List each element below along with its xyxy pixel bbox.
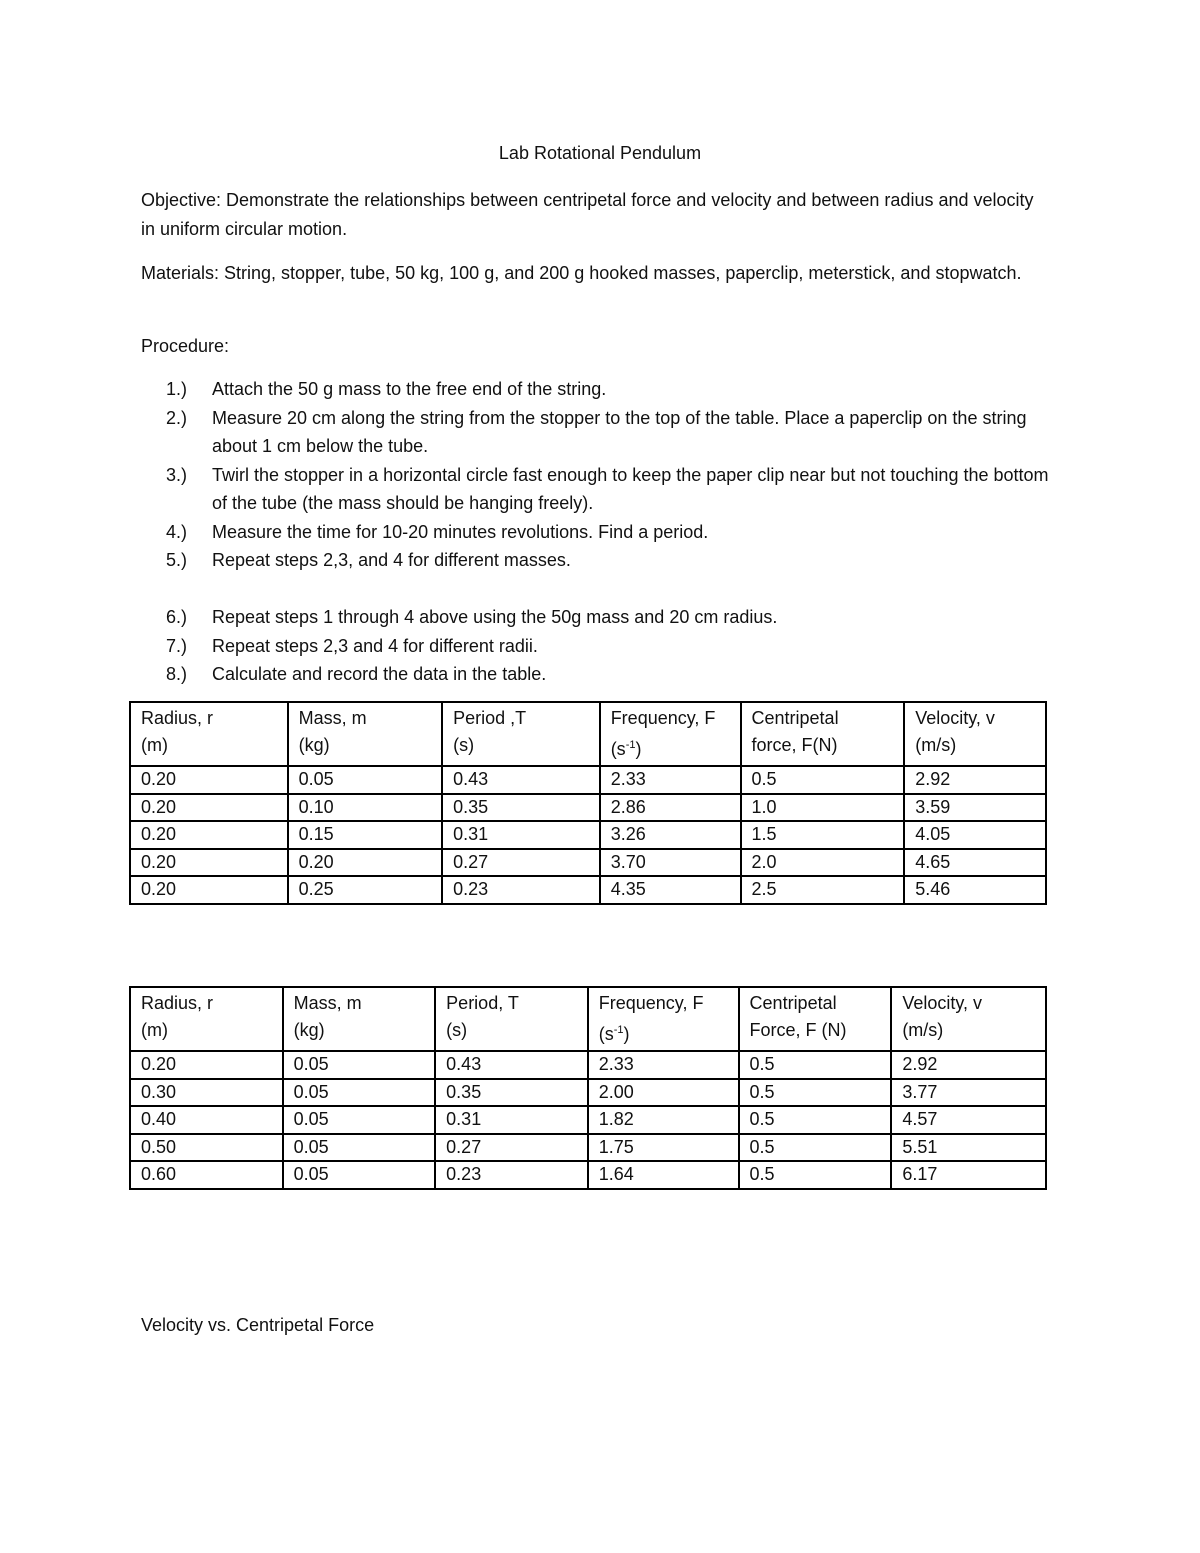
header-cell: [904, 702, 1046, 766]
table-cell: 0.05: [283, 1051, 436, 1079]
step-number: 7.): [166, 635, 188, 656]
table-cell: 0.15: [288, 821, 443, 849]
table-cell: 2.33: [600, 766, 741, 794]
table-row: [130, 1079, 1046, 1107]
procedure-steps-part-1: [166, 375, 1056, 575]
header-superscript: -1: [625, 739, 636, 751]
table-row: [130, 821, 1046, 849]
table-cell: 5.51: [891, 1134, 1046, 1162]
page-title: Lab Rotational Pendulum: [498, 143, 702, 163]
table-cell: 0.05: [283, 1079, 436, 1107]
table-cell: 0.35: [442, 794, 600, 822]
header-line-2: (m/s): [915, 735, 957, 755]
header-line-2: (s): [453, 735, 475, 755]
table-cell: 1.82: [588, 1106, 739, 1134]
header-line-2: (m): [141, 735, 168, 755]
table-row: [130, 766, 1046, 794]
header-cell: [588, 987, 739, 1051]
table-cell: 0.05: [283, 1106, 436, 1134]
table-cell: 0.60: [130, 1161, 283, 1189]
step-number: 2.): [166, 407, 188, 428]
table-cell: 0.31: [442, 821, 600, 849]
header-line-2: (s): [446, 1020, 468, 1040]
table-cell: 0.23: [442, 876, 600, 904]
table-cell: 0.05: [283, 1161, 436, 1189]
step-text: Calculate and record the data in the table.: [212, 664, 547, 684]
table-cell: 2.86: [600, 794, 741, 822]
table-cell: 1.75: [588, 1134, 739, 1162]
table-cell: 3.59: [904, 794, 1046, 822]
step-text: Repeat steps 2,3, and 4 for different masses.: [212, 550, 571, 570]
step-text: Repeat steps 1 through 4 above using the 50g mass and 20 cm radius.: [212, 607, 778, 627]
table-cell: 0.05: [288, 766, 443, 794]
table-cell: 0.5: [739, 1051, 892, 1079]
table-cell: 0.50: [130, 1134, 283, 1162]
header-cell: [283, 987, 436, 1051]
header-line-2: (kg): [293, 1020, 325, 1040]
materials-paragraph: Materials: String, stopper, tube, 50 kg, 100 g, and 200 g hooked masses, paperclip, meterstick, and stopwatch.: [141, 263, 1022, 283]
table-cell: 3.26: [600, 821, 741, 849]
header-line-2: Force, F (N): [749, 1020, 847, 1040]
header-line-1: Centripetal: [749, 993, 837, 1013]
table-cell: 0.20: [130, 1051, 283, 1079]
data-table-radius: [129, 986, 1047, 1190]
table-header-row: [130, 987, 1046, 1051]
step-number: 4.): [166, 521, 188, 542]
procedure-step: [166, 603, 1056, 632]
table-cell: 2.33: [588, 1051, 739, 1079]
table-cell: 0.43: [442, 766, 600, 794]
header-line-2: (m): [141, 1020, 168, 1040]
header-cell: [891, 987, 1046, 1051]
table-cell: 3.77: [891, 1079, 1046, 1107]
header-line-2: (s: [610, 739, 626, 759]
table-cell: 0.20: [130, 794, 288, 822]
procedure-heading: Procedure:: [141, 336, 230, 356]
header-line-2: (m/s): [902, 1020, 944, 1040]
table-cell: 0.31: [435, 1106, 588, 1134]
header-line-1: Velocity, v: [915, 708, 995, 728]
table-cell: 0.5: [741, 766, 905, 794]
header-cell: [739, 987, 892, 1051]
procedure-step: [166, 404, 1056, 461]
table-cell: 0.20: [130, 766, 288, 794]
header-line-1: Frequency, F: [598, 993, 704, 1013]
table-cell: 4.05: [904, 821, 1046, 849]
procedure-step: [166, 660, 1056, 689]
table-cell: 1.5: [741, 821, 905, 849]
header-line-1: Velocity, v: [902, 993, 983, 1013]
table-cell: 4.35: [600, 876, 741, 904]
header-line-2: (kg): [298, 735, 330, 755]
step-text: Attach the 50 g mass to the free end of the string.: [212, 379, 607, 399]
header-superscript: -1: [613, 1024, 624, 1036]
table-cell: 6.17: [891, 1161, 1046, 1189]
header-line-2: force, F(N): [751, 735, 838, 755]
header-cell: [600, 702, 741, 766]
table-cell: 0.5: [739, 1079, 892, 1107]
table-header-row: [130, 702, 1046, 766]
step-text: Measure 20 cm along the string from the stopper to the top of the table. Place a paperclip on the string about 1 cm below the tube.: [212, 407, 1027, 456]
header-line-1: Period ,T: [453, 708, 527, 728]
table-cell: 5.46: [904, 876, 1046, 904]
table-cell: 0.20: [288, 849, 443, 877]
header-cell: [130, 702, 288, 766]
step-number: 8.): [166, 664, 188, 684]
step-number: 5.): [166, 550, 188, 570]
table-cell: 0.40: [130, 1106, 283, 1134]
step-number: 1.): [166, 379, 188, 399]
step-text: Twirl the stopper in a horizontal circle fast enough to keep the paper clip near but not touching the bottom of the tube (the mass should be hanging freely).: [212, 464, 1049, 513]
header-cell: [130, 987, 283, 1051]
table-cell: 0.20: [130, 876, 288, 904]
table-cell: 0.25: [288, 876, 443, 904]
header-cell: [435, 987, 588, 1051]
table-row: [130, 1161, 1046, 1189]
step-text: Measure the time for 10-20 minutes revolutions. Find a period.: [212, 521, 709, 542]
objective-paragraph: Objective: Demonstrate the relationships between centripetal force and velocity and between radius and velocity in uniform circular motion.: [141, 190, 1034, 239]
table-cell: 0.20: [130, 849, 288, 877]
header-line-1: Mass, m: [298, 708, 367, 728]
table-cell: 0.20: [130, 821, 288, 849]
procedure-step: [166, 546, 1056, 575]
header-line-1: Radius, r: [141, 708, 214, 728]
header-cell: [442, 702, 600, 766]
header-cell: [288, 702, 443, 766]
table-cell: 2.0: [741, 849, 905, 877]
table-cell: 3.70: [600, 849, 741, 877]
table-cell: 0.23: [435, 1161, 588, 1189]
table-cell: 2.00: [588, 1079, 739, 1107]
table-cell: 2.5: [741, 876, 905, 904]
table-row: [130, 1051, 1046, 1079]
step-number: 3.): [166, 464, 188, 485]
table-cell: 0.5: [739, 1106, 892, 1134]
procedure-step: [166, 375, 1056, 404]
table-cell: 0.5: [739, 1134, 892, 1162]
procedure-step: [166, 632, 1056, 661]
table-row: [130, 1106, 1046, 1134]
header-close: ): [623, 1024, 630, 1044]
header-line-1: Centripetal: [751, 708, 839, 728]
table-cell: 2.92: [891, 1051, 1046, 1079]
header-line-1: Frequency, F: [610, 708, 716, 728]
table-row: [130, 794, 1046, 822]
procedure-step: [166, 518, 1056, 547]
table-cell: 0.43: [435, 1051, 588, 1079]
header-line-1: Mass, m: [293, 993, 362, 1013]
table-cell: 0.30: [130, 1079, 283, 1107]
chart-caption: Velocity vs. Centripetal Force: [141, 1315, 375, 1335]
table-cell: 0.35: [435, 1079, 588, 1107]
table-cell: 0.27: [435, 1134, 588, 1162]
step-number: 6.): [166, 607, 188, 627]
table-cell: 0.27: [442, 849, 600, 877]
data-table-mass: [129, 701, 1047, 905]
table-cell: 0.5: [739, 1161, 892, 1189]
table-cell: 2.92: [904, 766, 1046, 794]
header-line-2: (s: [598, 1024, 614, 1044]
table-cell: 1.0: [741, 794, 905, 822]
procedure-step: [166, 461, 1056, 518]
table-row: [130, 876, 1046, 904]
header-line-1: Radius, r: [141, 993, 214, 1013]
header-cell: [741, 702, 905, 766]
table-cell: 0.05: [283, 1134, 436, 1162]
table-cell: 1.64: [588, 1161, 739, 1189]
procedure-steps-part-2: [166, 603, 1056, 689]
step-text: Repeat steps 2,3 and 4 for different radii.: [212, 635, 538, 656]
table-cell: 0.10: [288, 794, 443, 822]
header-line-1: Period, T: [446, 993, 519, 1013]
table-cell: 4.57: [891, 1106, 1046, 1134]
table-cell: 4.65: [904, 849, 1046, 877]
table-row: [130, 1134, 1046, 1162]
table-row: [130, 849, 1046, 877]
header-close: ): [635, 739, 642, 759]
